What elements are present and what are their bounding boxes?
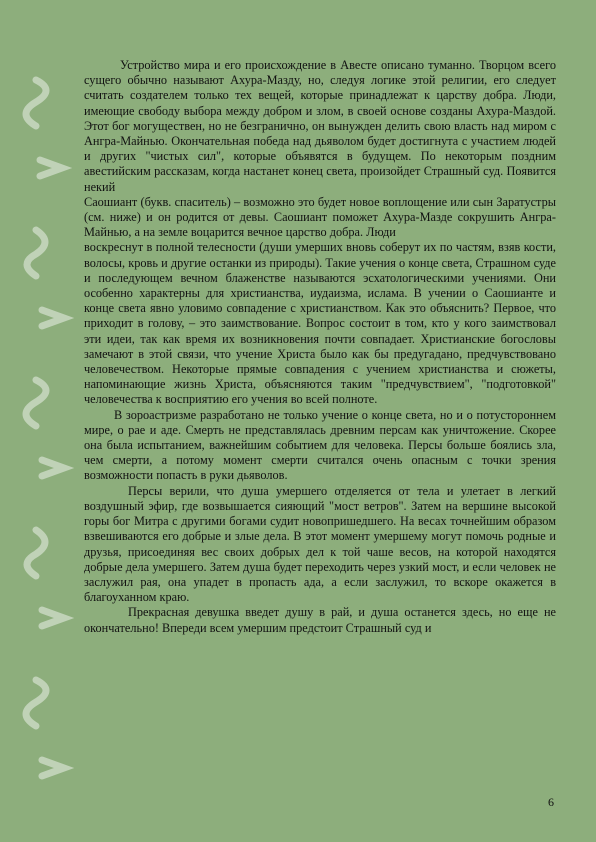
page-number: 6: [548, 795, 554, 809]
paragraph: воскреснут в полной телесности (души умерших вновь соберут их по частям, взяв кости, волосы, кровь и другие останки из природы). Такие учения о конце света, Страшном суде и последующем вечном блаженстве называются эсхатологическими учениями. Они особенно характерны для христианства, иудаизма, ислама. В учении о Саошианте и конце света явно уловимо совпадение с христианством. Как это объяснить? Первое, что приходит в голову, – это заимствование. Вопрос состоит в том, кто у кого заимствовал эти идеи, так как время их возникновения почти совпадает. Христианские богословы замечают в этой связи, что учение Христа было как бы предугадано, предчувствовано человечеством. Некоторые прямые совпадения с учением христианства и сюжеты, напоминающие жизнь Христа, объясняются таким "предчувствием", "подготовкой" человечества к восприятию его учения во всей полноте.: [84, 240, 556, 407]
paragraph: Персы верили, что душа умершего отделяется от тела и улетает в легкий воздушный эфир, где возвышается сияющий "мост ветров". Затем на вершине высокой горы бог Митра с другими богами судит новопришедшего. На весах точнейшим образом взвешиваются его добрые и злые дела. В этот момент умершему могут помочь родные и друзья, присоединяя вес своих добрых дел к той чаше весов, на которой находятся добрые дела умершего. Затем душа будет переходить через узкий мост, и если человек не заслужил рая, она упадет в пропасть ада, а если заслужил, то вскоре окажется в благоуханном краю.: [84, 483, 556, 605]
paragraph: Прекрасная девушка введет душу в рай, и душа останется здесь, но еще не окончательно! Впереди всем умершим предстоит Страшный суд и: [84, 605, 556, 635]
body-text: [84, 58, 556, 636]
paragraph: В зороастризме разработано не только учение о конце света, но и о потустороннем мире, о рае и аде. Смерть не представлялась древним персам как уничтожение. Скорее она была испытанием, важнейшим событием для человека. Персы больше боялись зла, чем смерти, а потому момент смерти считался очень опасным с точки зрения возможности попасть в руки дьяволов.: [84, 407, 556, 483]
paragraph: Саошиант (букв. спаситель) – возможно это будет новое воплощение или сын Заратустры (см. ниже) и он родится от девы. Саошиант поможет Ахура-Мазде сокрушить Ангра-Майнью, а на земле воцарится вечное царство добра. Люди: [84, 194, 556, 240]
paragraph: Устройство мира и его происхождение в Авесте описано туманно. Творцом всего сущего обычно называют Ахура-Мазду, но, следуя логике этой религии, его следует считать создателем только тех вещей, которые принадлежат к царству добра. Люди, имеющие свободу выбора между добром и злом, в своей основе созданы Ахура-Маздой. Этот бог могуществен, но не безгранично, он вынужден делить свою власть над миром с Ангра-Майнью. Окончательная победа над дьяволом будет достигнута с участием людей и других "чистых сил", которые объявятся в будущем. По некоторым поздним авестийским рассказам, когда настанет конец света, произойдет Страшный суд. Появится некий: [84, 58, 556, 194]
